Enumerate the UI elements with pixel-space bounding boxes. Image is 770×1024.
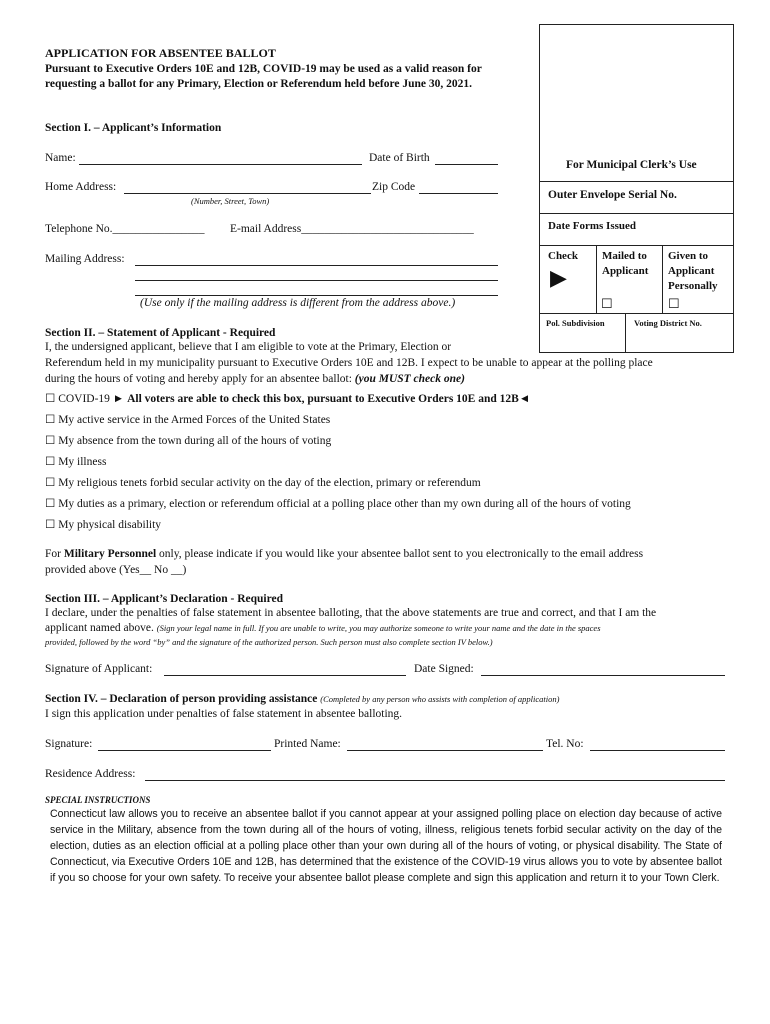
mailed-checkbox[interactable]: ☐ [601, 296, 613, 311]
mailed-applicant-label: Applicant [602, 265, 649, 277]
declaration-note1: (Sign your legal name in full. If you are unable to write, you may authorize someone to write your name and the date in the spaces [156, 623, 601, 633]
applicant-signature-field[interactable] [164, 675, 406, 676]
printed-name-field[interactable] [347, 750, 543, 751]
mailing-address-field-1[interactable] [135, 265, 498, 266]
tel-no-field[interactable] [590, 750, 725, 751]
option-religious-label: My religious tenets forbid secular activity on the day of the election, primary or referendum [58, 477, 481, 489]
military-note-pre: For [45, 548, 61, 560]
military-note-post: only, please indicate if you would like your absentee ballot sent to you electronically to the email address [159, 548, 644, 560]
option-covid-note: All voters are able to check this box, pursuant to Executive Orders 10E and 12B◄ [127, 393, 531, 405]
checkbox-icon[interactable]: ☐ [45, 414, 56, 426]
home-address-field[interactable] [124, 193, 371, 194]
mailing-address-field-3[interactable] [135, 295, 498, 296]
option-covid[interactable] [45, 391, 530, 405]
option-religious[interactable] [45, 475, 481, 489]
clerk-box-title: For Municipal Clerk’s Use [566, 159, 697, 171]
statement-line1: I, the undersigned applicant, believe that I am eligible to vote at the Primary, Election or [45, 341, 452, 353]
outer-envelope-serial-label: Outer Envelope Serial No. [548, 189, 677, 201]
option-election-official[interactable] [45, 496, 631, 510]
checkbox-icon[interactable]: ☐ [45, 393, 56, 405]
section4-heading-note: (Completed by any person who assists with completion of application) [320, 694, 560, 704]
assistant-signature-field[interactable] [98, 750, 271, 751]
email-field[interactable]: E-mail Address______________________________ [230, 223, 474, 235]
home-address-hint: (Number, Street, Town) [191, 196, 270, 206]
option-absence-label: My absence from the town during all of the hours of voting [58, 435, 332, 447]
tel-no-label: Tel. No: [546, 738, 584, 750]
applicant-signature-label: Signature of Applicant: [45, 663, 153, 675]
date-signed-field[interactable] [481, 675, 725, 676]
voting-district-label: Voting District No. [634, 318, 702, 328]
arrow-right-icon: ▶ [550, 265, 567, 290]
date-of-birth-label: Date of Birth [369, 152, 430, 164]
given-checkbox[interactable]: ☐ [668, 296, 680, 311]
special-instructions-heading: SPECIAL INSTRUCTIONS [45, 795, 151, 805]
form-subtitle-line2: requesting a ballot for any Primary, Election or Referendum held before June 30, 2021. [45, 78, 472, 90]
section1-heading: Section I. – Applicant’s Information [45, 122, 222, 134]
checkbox-icon[interactable]: ☐ [45, 519, 56, 531]
option-physical-disability[interactable] [45, 517, 161, 531]
mailed-to-label: Mailed to [602, 250, 647, 262]
declaration-line2 [45, 622, 601, 634]
checkbox-icon[interactable]: ☐ [45, 498, 56, 510]
telephone-field[interactable]: Telephone No.________________ [45, 223, 205, 235]
statement-line3 [45, 373, 465, 385]
statement-line2: Referendum held in my municipality pursuant to Executive Orders 10E and 12B. I expect to be unable to appear at the polling place [45, 357, 653, 369]
zip-code-field[interactable] [419, 193, 498, 194]
assistant-signature-label: Signature: [45, 738, 93, 750]
option-illness-label: My illness [58, 456, 107, 468]
statement-line3-text: during the hours of voting and hereby apply for an absentee ballot: [45, 373, 352, 385]
printed-name-label: Printed Name: [274, 738, 341, 750]
checkbox-icon[interactable]: ☐ [45, 456, 56, 468]
zip-code-label: Zip Code [372, 181, 416, 193]
option-armed-forces[interactable] [45, 412, 330, 426]
checkbox-icon[interactable]: ☐ [45, 435, 56, 447]
checkbox-icon[interactable]: ☐ [45, 477, 56, 489]
mailing-address-label: Mailing Address: [45, 253, 125, 265]
declaration-line1: I declare, under the penalties of false statement in absentee balloting, that the above statements are true and correct, and that I am the [45, 607, 657, 619]
date-of-birth-field[interactable] [435, 164, 498, 165]
name-label: Name: [45, 152, 76, 164]
special-instructions-body: Connecticut law allows you to receive an absentee ballot if you cannot appear at your assigned polling place on election day because of active service in the Military, absence from the town during all of the hours of voting, illness, religious tenets forbid secular activity on the day of the election, duties as an election official at a polling place other than your own during all of the hours of voting, or physical disability. The State of Connecticut, via Executive Orders 10E and 12B, has determined that the existence of the COVID-19 virus allows you to vote by absentee ballot if you so choose for your own safety. To receive your absentee ballot please complete and sign this application and return it to your Town Clerk. [50, 808, 722, 884]
given-to-label: Given to [668, 250, 709, 262]
section4-heading-row [45, 693, 559, 705]
military-yes-no-field[interactable]: provided above (Yes__ No __) [45, 564, 187, 576]
option-covid-label: COVID-19 ► [58, 393, 125, 405]
residence-address-field[interactable] [145, 780, 725, 781]
mailing-address-field-2[interactable] [135, 280, 498, 281]
must-check-one-note: (you MUST check one) [354, 373, 465, 385]
option-physical-disability-label: My physical disability [58, 519, 162, 531]
mailing-address-hint: (Use only if the mailing address is different from the address above.) [140, 297, 456, 309]
option-illness[interactable] [45, 454, 106, 468]
military-note [45, 548, 643, 560]
residence-address-label: Residence Address: [45, 768, 136, 780]
home-address-label: Home Address: [45, 181, 117, 193]
section3-heading: Section III. – Applicant’s Declaration - Required [45, 593, 283, 605]
date-signed-label: Date Signed: [414, 663, 474, 675]
pol-subdivision-label: Pol. Subdivision [546, 318, 605, 328]
form-title: APPLICATION FOR ABSENTEE BALLOT [45, 46, 276, 60]
municipal-clerk-box [539, 24, 734, 353]
assistance-statement: I sign this application under penalties of false statement in absentee balloting. [45, 708, 403, 720]
option-armed-forces-label: My active service in the Armed Forces of the United States [58, 414, 331, 426]
form-subtitle-line1: Pursuant to Executive Orders 10E and 12B, COVID-19 may be used as a valid reason for [45, 63, 482, 75]
name-field[interactable] [79, 164, 362, 165]
declaration-note2: provided, followed by the word “by” and the signature of the authorized person. Such person must also complete section IV below.) [45, 637, 493, 647]
declaration-line2-text: applicant named above. [45, 622, 154, 634]
check-label: Check [548, 250, 578, 262]
military-personnel-label: Military Personnel [63, 548, 157, 560]
given-personally-label: Personally [668, 280, 718, 292]
section4-heading: Section IV. – Declaration of person providing assistance [45, 693, 318, 705]
option-absence[interactable] [45, 433, 331, 447]
date-forms-issued-label: Date Forms Issued [548, 220, 636, 232]
option-election-official-label: My duties as a primary, election or referendum official at a polling place other than my own during all of the hours of voting [58, 498, 631, 510]
section2-heading: Section II. – Statement of Applicant - Required [45, 327, 276, 339]
given-applicant-label: Applicant [668, 265, 715, 277]
